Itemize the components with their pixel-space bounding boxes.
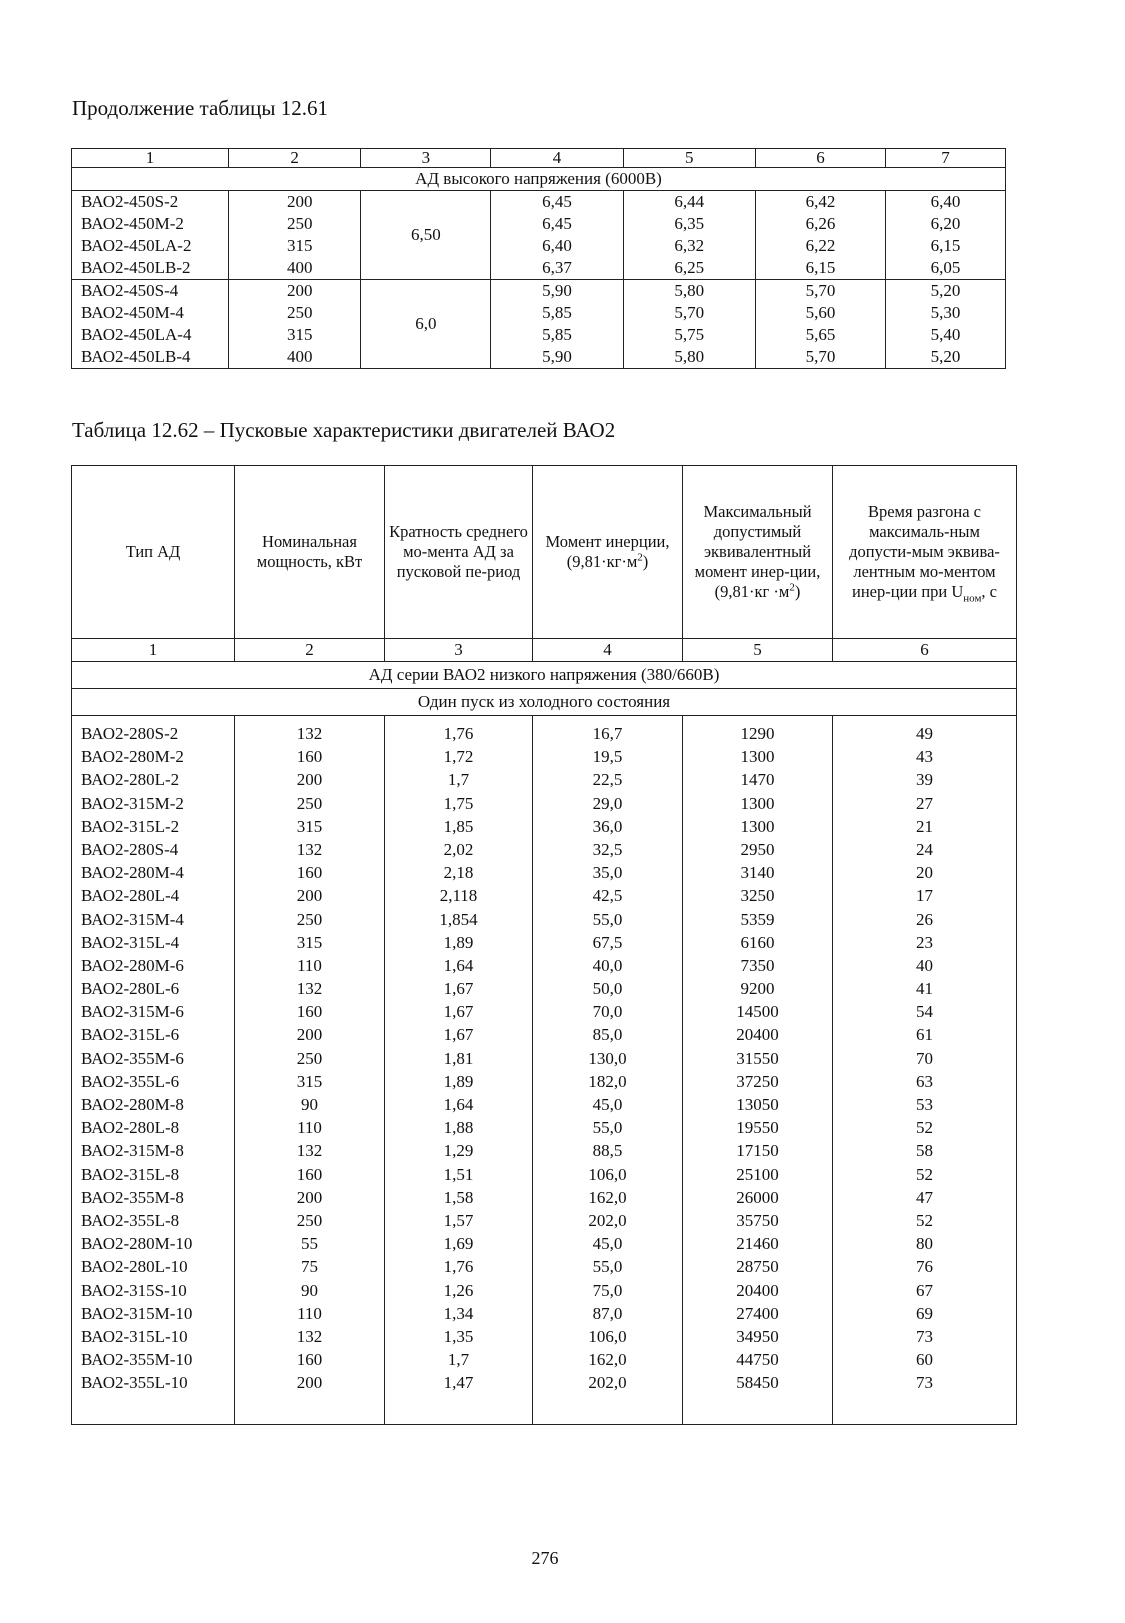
table-cell: 1,81: [443, 1048, 474, 1068]
table-cell: 200: [296, 1187, 323, 1207]
table-cell: ВАО2-280М-6: [81, 955, 184, 975]
table-cell: 1,67: [443, 1002, 474, 1022]
header-unit: , с: [981, 582, 997, 601]
table-cell: 6,32: [674, 236, 705, 255]
value-cell: [491, 191, 623, 280]
table-cell: 52: [916, 1210, 933, 1230]
table-cell: 202,0: [588, 1373, 627, 1393]
table-cell: 132: [296, 839, 323, 859]
table-cell: 110: [297, 1118, 322, 1138]
page-number: 276: [531, 1548, 559, 1568]
table-cell: 1,88: [443, 1118, 474, 1138]
table-cell: ВАО2-450S-4: [81, 281, 179, 300]
table-cell: 160: [296, 1164, 323, 1184]
table-cell: 26000: [736, 1187, 779, 1207]
table-cell: 5,85: [542, 325, 572, 344]
power-cell: [229, 191, 361, 280]
table-cell: 3250: [740, 886, 775, 906]
table-cell: 7350: [740, 955, 775, 975]
table-cell: ВАО2-280S-2: [81, 724, 179, 743]
table-cell: 106,0: [588, 1326, 627, 1346]
table-cell: 315: [296, 816, 323, 836]
header-text: Максимальный допустимый эквивалентный момент инер-ции,: [694, 502, 821, 581]
table-cell: ВАО2-355L-8: [81, 1210, 180, 1230]
section-low-voltage: АД серии ВАО2 низкого напряжения (380/660В): [72, 662, 1017, 689]
table-cell: ВАО2-355М-10: [81, 1350, 193, 1370]
table-cell: ВАО2-280L-4: [81, 886, 180, 906]
column-number: 4: [533, 639, 683, 662]
table-cell: 110: [297, 955, 322, 975]
table-cell: ВАО2-315М-4: [81, 909, 184, 929]
value-cell: [755, 191, 885, 280]
table-cell: 76: [916, 1257, 933, 1277]
table-cell: 90: [301, 1280, 318, 1300]
table-cell: 58450: [736, 1373, 779, 1393]
section-row: [72, 662, 1017, 689]
table-cell: 14500: [736, 1002, 779, 1022]
table-cell: 1,51: [443, 1164, 474, 1184]
table-cell: 87,0: [592, 1303, 623, 1323]
table-cell: 250: [296, 1210, 323, 1230]
table-cell: 75: [301, 1257, 318, 1277]
table-cell: 90: [301, 1095, 318, 1114]
table-cell: 6160: [740, 932, 775, 952]
table-cell: ВАО2-450LB-4: [81, 347, 191, 366]
table-cell: 5,80: [674, 281, 705, 300]
table-cell: ВАО2-280М-4: [81, 863, 184, 883]
table-cell: 40: [916, 955, 933, 975]
header-torque-ratio: Кратность среднего мо-мента АД за пусковой пе-риод: [385, 466, 533, 639]
table-cell: 16,7: [592, 724, 623, 743]
table-cell: 37250: [736, 1071, 779, 1091]
table-cell: 1300: [740, 816, 775, 836]
table-cell: 2,02: [443, 839, 474, 859]
table-cell: 6,40: [542, 236, 572, 255]
table-cell: 54: [916, 1002, 933, 1022]
table-cell: 106,0: [588, 1164, 627, 1184]
table-cell: 6,15: [805, 258, 836, 277]
group-value-cell: 6,0: [361, 280, 491, 369]
section-row: [72, 168, 1006, 191]
column-number: 6: [833, 639, 1017, 662]
table-cell: 1,75: [443, 793, 474, 813]
header-subscript: ном: [963, 592, 982, 605]
table-cell: 27: [916, 793, 933, 813]
table-cell: 2,118: [439, 886, 478, 906]
value-cell: [623, 191, 755, 280]
table-cell: 6,45: [542, 214, 572, 233]
table-cell: 1,854: [439, 909, 478, 929]
table-cell: 20: [916, 863, 933, 883]
group-value-cell: 6,50: [361, 191, 491, 280]
table-cell: 70,0: [592, 1002, 623, 1022]
table-cell: 26: [916, 909, 933, 929]
table-12-61-continuation: [71, 148, 1006, 369]
table-cell: 1,34: [443, 1303, 474, 1323]
table-cell: 70: [916, 1048, 933, 1068]
table-cell: 200: [296, 1025, 323, 1045]
table-cell: 19550: [736, 1118, 779, 1138]
table-cell: 43: [916, 747, 933, 767]
data-body-row: [72, 716, 1017, 1425]
header-motor-type: Тип АД: [72, 466, 235, 639]
type-cell: [72, 191, 229, 280]
table-cell: 1,89: [443, 1071, 474, 1091]
table-cell: 61: [916, 1025, 933, 1045]
table-cell: 132: [296, 979, 323, 999]
table-cell: 160: [296, 1350, 323, 1370]
table-cell: 250: [296, 793, 323, 813]
table-cell: ВАО2-450М-2: [81, 214, 184, 233]
value-cell: [755, 280, 885, 369]
table-cell: 17: [916, 886, 933, 906]
table-cell: 5,20: [930, 347, 961, 366]
header-unit-close: ): [794, 582, 801, 601]
table-cell: 6,35: [674, 214, 705, 233]
power-column: [235, 716, 385, 1425]
table-cell: 200: [296, 1373, 323, 1393]
table-cell: ВАО2-315L-4: [81, 932, 180, 952]
table-cell: 67: [916, 1280, 933, 1300]
table-cell: 1,57: [443, 1210, 474, 1230]
table-cell: ВАО2-315М-10: [81, 1303, 193, 1323]
table-12-62-starting-characteristics: [71, 465, 1017, 1425]
table-cell: 24: [916, 839, 933, 859]
table-cell: ВАО2-280М-8: [81, 1095, 184, 1114]
table-cell: ВАО2-355М-6: [81, 1048, 184, 1068]
table-cell: 6,22: [805, 236, 836, 255]
value-cell: [491, 280, 623, 369]
table-cell: 6,40: [930, 192, 961, 211]
table-cell: ВАО2-450LB-2: [81, 258, 191, 277]
table-cell: 1470: [740, 770, 775, 790]
table-cell: 60: [916, 1350, 933, 1370]
table-cell: 35,0: [592, 863, 623, 883]
table-cell: 50,0: [592, 979, 623, 999]
table-cell: 1,64: [443, 1095, 474, 1114]
table-cell: 28750: [736, 1257, 779, 1277]
table-cell: 5,20: [930, 281, 961, 300]
table-cell: 6,42: [805, 192, 836, 211]
table-cell: 41: [916, 979, 933, 999]
torque-ratio-column: [385, 716, 533, 1425]
table-cell: 1,67: [443, 1025, 474, 1045]
table-cell: ВАО2-280L-6: [81, 979, 180, 999]
table-cell: 5,75: [674, 325, 705, 344]
table-cell: 315: [296, 1071, 323, 1091]
table-cell: ВАО2-315L-8: [81, 1164, 180, 1184]
table-cell: 45,0: [592, 1234, 623, 1254]
motor-group-row: [72, 280, 1006, 369]
table-cell: 400: [287, 258, 313, 277]
table-cell: 1,47: [443, 1373, 474, 1393]
table-cell: 182,0: [588, 1071, 627, 1091]
table-cell: ВАО2-315М-6: [81, 1002, 184, 1022]
table-cell: 200: [287, 281, 313, 300]
table-cell: 88,5: [592, 1141, 623, 1161]
table-cell: 2,18: [443, 863, 474, 883]
header-unit-exponent: 2: [637, 551, 643, 564]
value-cell: [886, 280, 1006, 369]
power-cell: [229, 280, 361, 369]
table-cell: 162,0: [588, 1187, 627, 1207]
table-cell: 5,70: [805, 347, 836, 366]
table-cell: 315: [287, 236, 313, 255]
table-cell: ВАО2-450LA-4: [81, 325, 192, 344]
table-cell: 5,85: [542, 303, 572, 322]
table-cell: 1,64: [443, 955, 474, 975]
column-number: 2: [235, 639, 385, 662]
table-cell: 20400: [736, 1280, 779, 1300]
table-cell: ВАО2-280L-8: [81, 1118, 180, 1138]
table-cell: 6,44: [674, 192, 705, 211]
column-number: 6: [755, 149, 885, 168]
table-cell: 5,30: [930, 303, 961, 322]
column-number: 3: [385, 639, 533, 662]
table-cell: 250: [296, 909, 323, 929]
table-cell: 23: [916, 932, 933, 952]
table-cell: 6,37: [542, 258, 572, 277]
table-cell: 55: [301, 1234, 318, 1254]
table-cell: 1,85: [443, 816, 474, 836]
table-cell: ВАО2-315М-2: [81, 793, 184, 813]
table-cell: 63: [916, 1071, 933, 1091]
table-cell: ВАО2-315L-10: [81, 1326, 188, 1346]
table-cell: 1290: [740, 724, 775, 743]
table-cell: 1300: [740, 747, 775, 767]
table-cell: 67,5: [592, 932, 623, 952]
column-number: 3: [361, 149, 491, 168]
table-cell: ВАО2-450LA-2: [81, 236, 192, 255]
table-cell: 47: [916, 1187, 933, 1207]
table-cell: 1,89: [443, 932, 474, 952]
table-cell: 132: [296, 1326, 323, 1346]
table-cell: ВАО2-315L-6: [81, 1025, 180, 1045]
table-cell: 315: [287, 325, 313, 344]
header-text: Время разгона с максималь-ным допусти-мым эквива-лентным мо-ментом инер-ции при U: [849, 502, 1000, 601]
table-cell: 9200: [740, 979, 775, 999]
table-cell: 1,76: [443, 1257, 474, 1277]
header-moment-of-inertia: [533, 466, 683, 639]
table-cell: 6,45: [542, 192, 572, 211]
table-cell: 52: [916, 1118, 933, 1138]
table-cell: 29,0: [592, 793, 623, 813]
table-cell: 1,72: [443, 747, 474, 767]
table-cell: 1,29: [443, 1141, 474, 1161]
table-cell: 1,67: [443, 979, 474, 999]
table-cell: 202,0: [588, 1210, 627, 1230]
table-cell: ВАО2-280L-10: [81, 1257, 188, 1277]
table-cell: 40,0: [592, 955, 623, 975]
header-row: [72, 466, 1017, 639]
table-cell: 53: [916, 1095, 933, 1114]
table-cell: 1,35: [443, 1326, 474, 1346]
table-cell: 39: [916, 770, 933, 790]
table-cell: 1,58: [443, 1187, 474, 1207]
column-number-row: [72, 639, 1017, 662]
column-number: 2: [229, 149, 361, 168]
table-cell: 31550: [736, 1048, 779, 1068]
table-cell: 400: [287, 347, 313, 366]
table-cell: 160: [296, 747, 323, 767]
table-cell: 52: [916, 1164, 933, 1184]
table-cell: 21: [916, 816, 933, 836]
table-cell: ВАО2-315S-10: [81, 1280, 187, 1300]
column-number: 7: [886, 149, 1006, 168]
table-cell: 5,80: [674, 347, 705, 366]
table-cell: ВАО2-280М-10: [81, 1234, 193, 1254]
inertia-column: [533, 716, 683, 1425]
table-cell: 132: [296, 724, 323, 743]
type-column: [72, 716, 235, 1425]
column-number: 1: [72, 149, 229, 168]
table-cell: 200: [296, 770, 323, 790]
table-cell: 32,5: [592, 839, 623, 859]
table-cell: 55,0: [592, 909, 623, 929]
table-cell: 200: [287, 192, 313, 211]
table-cell: 5,60: [805, 303, 836, 322]
table-cell: 160: [296, 1002, 323, 1022]
table-cell: ВАО2-355L-6: [81, 1071, 180, 1091]
table-cell: 58: [916, 1141, 933, 1161]
table-cell: 69: [916, 1303, 933, 1323]
table-cell: 55,0: [592, 1118, 623, 1138]
header-unit-close: ): [642, 552, 649, 571]
table-cell: 73: [916, 1326, 933, 1346]
table-cell: 1,7: [447, 770, 470, 790]
table-cell: 6,05: [930, 258, 961, 277]
table-cell: 162,0: [588, 1350, 627, 1370]
column-number: 4: [491, 149, 623, 168]
table-cell: ВАО2-355L-10: [81, 1373, 188, 1393]
table-cell: 5,65: [805, 325, 836, 344]
header-max-equivalent-inertia: [683, 466, 833, 639]
motor-group-row: [72, 191, 1006, 280]
table-cell: 6,20: [930, 214, 961, 233]
table-cell: 6,25: [674, 258, 705, 277]
header-rated-power: Номинальная мощность, кВт: [235, 466, 385, 639]
table-cell: ВАО2-280М-2: [81, 747, 184, 767]
column-number: 5: [683, 639, 833, 662]
table-12-61-caption: Продолжение таблицы 12.61: [72, 96, 329, 120]
table-cell: 22,5: [592, 770, 623, 790]
table-cell: 80: [916, 1234, 933, 1254]
table-cell: 1,7: [447, 1350, 470, 1370]
table-cell: 5,40: [930, 325, 961, 344]
table-cell: 13050: [736, 1095, 779, 1114]
table-cell: ВАО2-355М-8: [81, 1187, 184, 1207]
table-cell: 200: [296, 886, 323, 906]
table-cell: ВАО2-280S-4: [81, 839, 179, 859]
table-cell: 5,70: [674, 303, 705, 322]
table-cell: 5,70: [805, 281, 836, 300]
table-cell: ВАО2-450М-4: [81, 303, 184, 322]
table-cell: 315: [296, 932, 323, 952]
table-cell: 1,26: [443, 1280, 474, 1300]
acceleration-time-column: [833, 716, 1017, 1425]
table-cell: 75,0: [592, 1280, 623, 1300]
table-cell: 6,15: [930, 236, 961, 255]
table-cell: 250: [287, 214, 313, 233]
table-cell: 5359: [740, 909, 775, 929]
table-cell: 6,26: [805, 214, 836, 233]
table-cell: 130,0: [588, 1048, 627, 1068]
max-inertia-column: [683, 716, 833, 1425]
column-number: 1: [72, 639, 235, 662]
table-cell: 19,5: [592, 747, 623, 767]
table-cell: 3140: [740, 863, 775, 883]
table-cell: 34950: [736, 1326, 779, 1346]
table-cell: 85,0: [592, 1025, 623, 1045]
table-cell: 35750: [736, 1210, 779, 1230]
table-cell: 44750: [736, 1350, 779, 1370]
table-cell: 132: [296, 1141, 323, 1161]
type-cell: [72, 280, 229, 369]
section-cold-start: Один пуск из холодного состояния: [72, 689, 1017, 716]
header-unit: (9,81·кг·м: [566, 552, 638, 571]
table-cell: 45,0: [592, 1095, 623, 1114]
table-cell: ВАО2-280L-2: [81, 770, 180, 790]
value-cell: [623, 280, 755, 369]
value-cell: [886, 191, 1006, 280]
table-cell: 160: [296, 863, 323, 883]
header-unit-exponent: 2: [789, 581, 795, 594]
table-cell: ВАО2-450S-2: [81, 192, 179, 211]
table-cell: 17150: [736, 1141, 779, 1161]
table-cell: 73: [916, 1373, 933, 1393]
table-cell: 5,90: [542, 347, 572, 366]
column-number-row: [72, 149, 1006, 168]
table-cell: 42,5: [592, 886, 623, 906]
table-cell: 1,76: [443, 724, 474, 743]
table-12-62-caption: Таблица 12.62 – Пусковые характеристики двигателей ВАО2: [72, 418, 616, 442]
table-cell: 55,0: [592, 1257, 623, 1277]
table-cell: 250: [287, 303, 313, 322]
table-cell: 1300: [740, 793, 775, 813]
table-cell: 21460: [736, 1234, 779, 1254]
table-cell: 27400: [736, 1303, 779, 1323]
table-cell: 25100: [736, 1164, 779, 1184]
table-cell: 110: [297, 1303, 322, 1323]
table-cell: 36,0: [592, 816, 623, 836]
table-cell: ВАО2-315М-8: [81, 1141, 184, 1161]
header-text: Момент инерции,: [545, 532, 670, 551]
table-cell: 20400: [736, 1025, 779, 1045]
table-cell: 49: [916, 724, 933, 743]
section-row: [72, 689, 1017, 716]
table-cell: 2950: [740, 839, 775, 859]
header-unit: (9,81·кг ·м: [714, 582, 790, 601]
table-cell: 5,90: [542, 281, 572, 300]
table-cell: 250: [296, 1048, 323, 1068]
table-cell: ВАО2-315L-2: [81, 816, 180, 836]
section-high-voltage: АД высокого напряжения (6000В): [72, 168, 1006, 191]
header-acceleration-time: [833, 466, 1017, 639]
column-number: 5: [623, 149, 755, 168]
table-cell: 1,69: [443, 1234, 474, 1254]
